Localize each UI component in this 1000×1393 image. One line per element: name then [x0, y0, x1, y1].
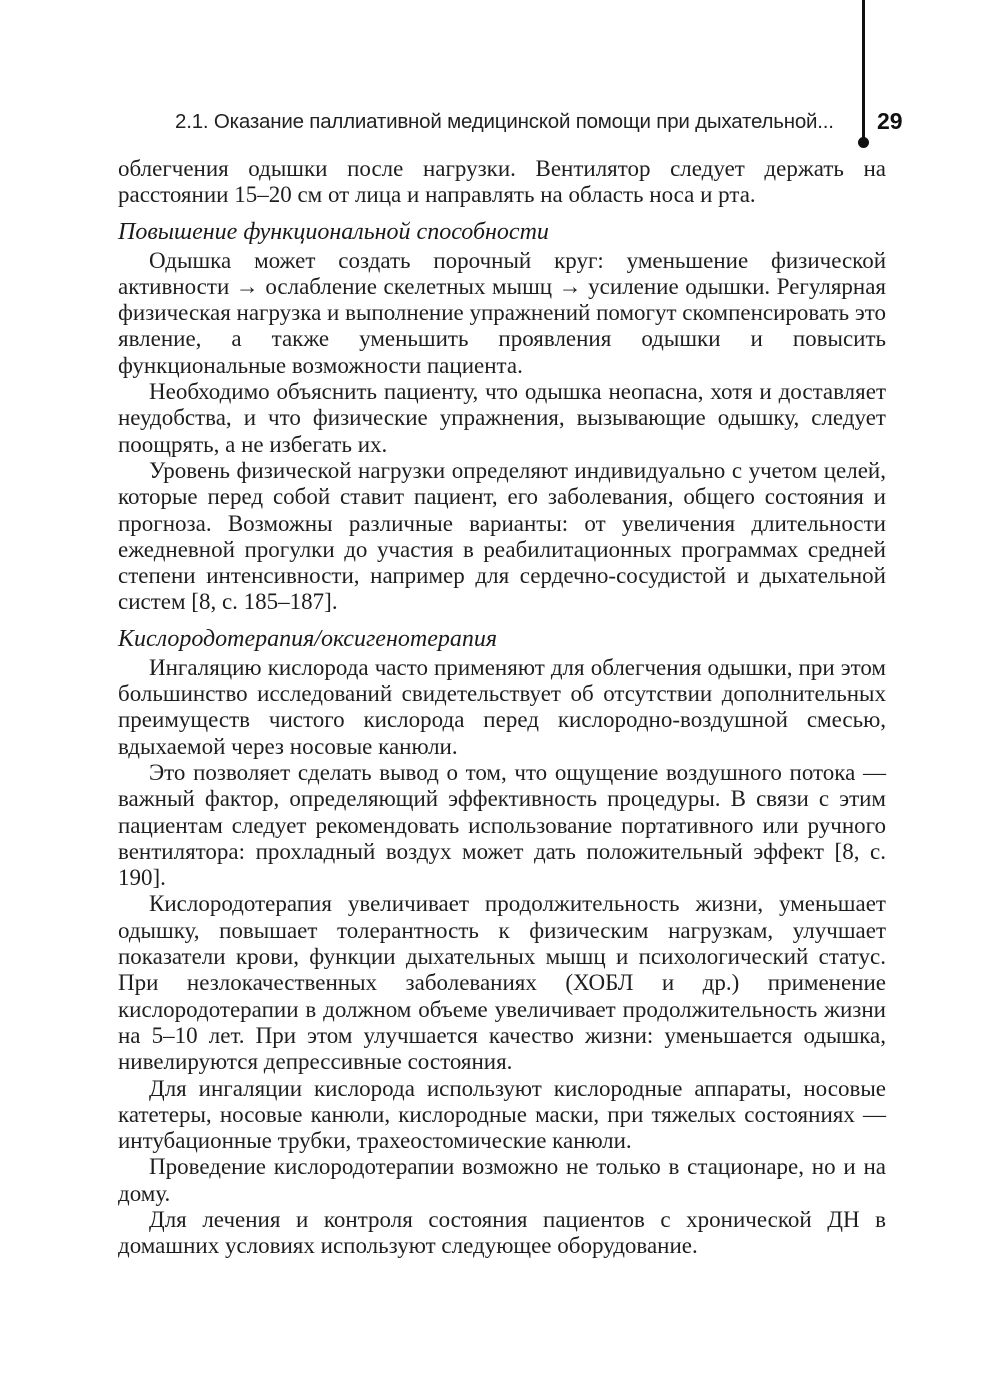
paragraph: Необходимо объяснить пациенту, что одышка неопасна, хотя и доставляет неудобства, и что физические упражнения, вызывающие одышку, следует поощрять, а не избегать их. — [118, 379, 886, 457]
header-vertical-rule — [862, 0, 865, 141]
paragraph: Кислородотерапия увеличивает продолжительность жизни, уменьшает одышку, повышает толерантность к физическим нагрузкам, улучшает показатели крови, функции дыхательных мышц и психологический статус. При незлокачественных заболеваниях (ХОБЛ и др.) применение кислородотерапии в должном объеме увеличивает продолжительность жизни на 5–10 лет. При этом улучшается качество жизни: уменьшается одышка, нивелируются депрессивные состояния. — [118, 891, 886, 1075]
section-heading-functional-capacity: Повышение функциональной способности — [118, 218, 549, 245]
section-heading-oxygen-therapy: Кислородотерапия/оксигенотерапия — [118, 625, 498, 652]
running-head: 2.1. Оказание паллиативной медицинской помощи при дыхательной... — [175, 110, 834, 133]
intro-paragraph: облегчения одышки после нагрузки. Вентилятор следует держать на расстоянии 15–20 см от лица и направлять на область носа и рта. — [118, 156, 886, 208]
paragraph: Уровень физической нагрузки определяют индивидуально с учетом целей, которые перед собой ставит пациент, его заболевания, общего состояния и прогноза. Возможны различные варианты: от увеличения длительности ежедневной прогулки до участия в реабилитационных программах средней степени интенсивности, например для сердечно-сосудистой и дыхательной систем [8, с. 185–187]. — [118, 457, 886, 615]
page-body — [118, 156, 886, 1260]
paragraph: Для ингаляции кислорода используют кислородные аппараты, носовые катетеры, носовые канюли, кислородные маски, при тяжелых состояниях — интубационные трубки, трахеостомические канюли. — [118, 1075, 886, 1154]
page-number: 29 — [877, 108, 903, 134]
paragraph: Ингаляцию кислорода часто применяют для облегчения одышки, при этом большинство исследований свидетельствует об отсутствии дополнительных преимуществ чистого кислорода перед кислородно-воздушной смесью, вдыхаемой через носовые канюли. — [118, 654, 886, 759]
paragraph: Для лечения и контроля состояния пациентов с хронической ДН в домашних условиях используют следующее оборудование. — [118, 1206, 886, 1259]
header-rule-dot — [858, 137, 869, 148]
paragraph: Одышка может создать порочный круг: уменьшение физической активности → ослабление скелетных мышц → усиление одышки. Регулярная физическая нагрузка и выполнение упражнений помогут скомпенсировать это явление, а также уменьшить проявления одышки и повысить функциональные возможности пациента. — [118, 247, 887, 378]
paragraph: Проведение кислородотерапии возможно не только в стационаре, но и на дому. — [118, 1154, 886, 1206]
paragraph: Это позволяет сделать вывод о том, что ощущение воздушного потока — важный фактор, определяющий эффективность процедуры. В связи с этим пациентам следует рекомендовать использование портативного или ручного вентилятора: прохладный воздух может дать положительный эффект [8, с. 190]. — [118, 759, 886, 891]
